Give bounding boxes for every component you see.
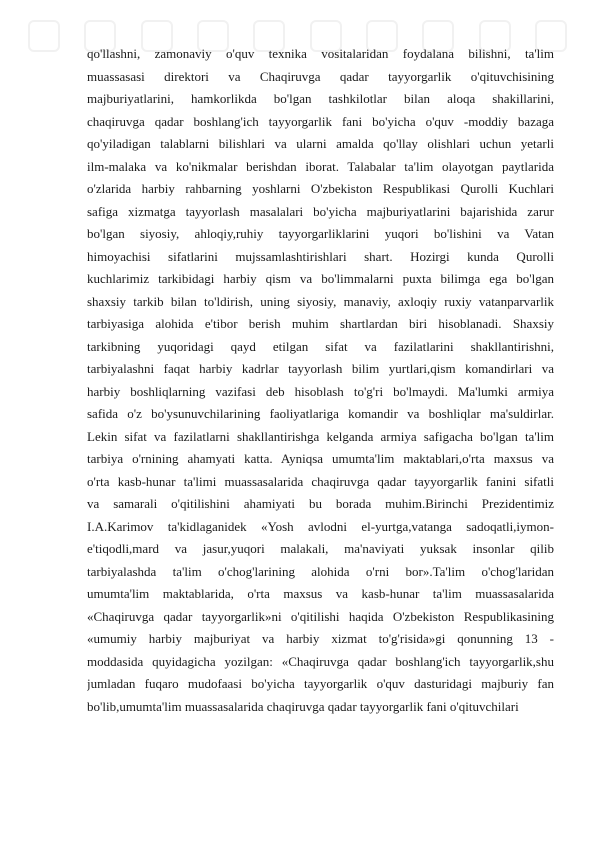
text-line: «umumiy harbiy majburiyat va harbiy xizmat to'g'risida»gi qonunning 13 - (87, 631, 554, 646)
text-line: «Chaqiruvga qadar tayyorgarlik»ni o'qitilishi haqida O'zbekiston Respublikasining (87, 608, 554, 624)
text-line: moddasida quyidagicha yozilgan: «Chaqiruvga qadar boshlang'ich tayyorgarlik,shu (87, 653, 554, 669)
text-line: tarbiyalashni faqat harbiy kadrlar tayyorlash bilim yurtlari,qism komandirlari va (87, 361, 554, 376)
text-line: chaqiruvga qadar boshlang'ich tayyorgarlik fani bo'yicha o'quv -moddiy bazaga (87, 113, 554, 129)
text-line: Lekin sifat va fazilatlarni shakllantirishga kelganda armiya safigacha bo'lgan ta'lim (87, 428, 554, 444)
text-line: bo'lgan siyosiy, ahloqiy,ruhiy tayyorgarliklarini yuqori bo'lishini va Vatan (87, 226, 554, 241)
text-line: va samarali o'qitilishini ahamiyati bu borada muhim.Birinchi Prezidentimiz (87, 496, 554, 511)
text-line: o'rta kasb-hunar ta'limi muassasalarida chaqiruvga qadar tayyorgarlik fanini sifatli (87, 473, 554, 489)
text-line: muassasasi direktori va Chaqiruvga qadar tayyorgarlik o'qituvchisining (87, 68, 554, 84)
text-line: tarkibning yuqoridagi qayd etilgan sifat va fazilatlarini shakllantirishni, (87, 338, 554, 354)
text-line: shaxsiy tarkib bilan to'ldirish, uning siyosiy, manaviy, axloqiy ruxiy vatanparvarlik (87, 293, 554, 309)
text-line: safida o'z bo'ysunuvchilarining faoliyatlariga komandir va boshliqlar ma'suldirlar. (87, 406, 554, 421)
watermark-mark (28, 20, 60, 52)
text-line: harbiy boshliqlarning vazifasi deb hisoblash to'g'ri bo'lmaydi. Ma'lumki armiya (87, 383, 554, 399)
text-line: qo'yiladigan talablarni bilishlari va ularni amalda qo'llay olishlari uchun yetarli (87, 136, 554, 151)
text-line: o'zlarida harbiy rahbarning yoshlarni O'zbekiston Respublikasi Qurolli Kuchlari (87, 181, 554, 196)
text-line: bo'lib,umumta'lim muassasalarida chaqiruvga qadar tayyorgarlik fani o'qituvchilari (87, 698, 519, 714)
text-line: e'tiqodli,mard va jasur,yuqori malakali, ma'naviyati yuksak insonlar qilib (87, 541, 554, 556)
text-line: ilm-malaka va ko'nikmalar berishdan iborat. Talabalar ta'lim olayotgan paytlarida (87, 158, 554, 174)
text-line: kuchlarimiz tarkibidagi harbiy qism va bo'limmalarni puxta bilimga ega bo'lgan (87, 271, 554, 286)
text-line: I.A.Karimov ta'kidlaganidek «Yosh avlodni el-yurtga,vatanga sadoqatli,iymon- (87, 518, 554, 534)
text-line: umumta'lim maktablarida, o'rta maxsus va kasb-hunar ta'lim muassasalarida (87, 586, 554, 601)
body-text (87, 43, 554, 718)
text-line: majburiyatlarini, hamkorlikda bo'lgan tashkilotlar bilan aloqa shakillarini, (87, 91, 554, 106)
text-line: safiga xizmatga tayyorlash masalalari bo'yicha majburiyatlarini bajarishida zarur (87, 203, 554, 219)
text-line: tarbiyasiga alohida e'tibor berish muhim shartlardan biri hisoblanadi. Shaxsiy (87, 316, 554, 331)
text-line: tarbiyalashda ta'lim o'chog'larining alohida o'rni bor».Ta'lim o'chog'laridan (87, 563, 554, 579)
text-line: himoyachisi sifatlarini mujssamlashtirishlari shart. Hozirgi kunda Qurolli (87, 248, 554, 264)
text-line: tarbiya o'rnining ahamyati katta. Ayniqsa umumta'lim maktablari,o'rta maxsus va (87, 451, 554, 466)
text-line: jumladan fuqaro mudofaasi bo'yicha tayyorgarlik o'quv dasturidagi majburiy fan (87, 676, 554, 691)
text-line: qo'llashni, zamonaviy o'quv texnika vositalaridan foydalana bilishni, ta'lim (87, 46, 554, 61)
